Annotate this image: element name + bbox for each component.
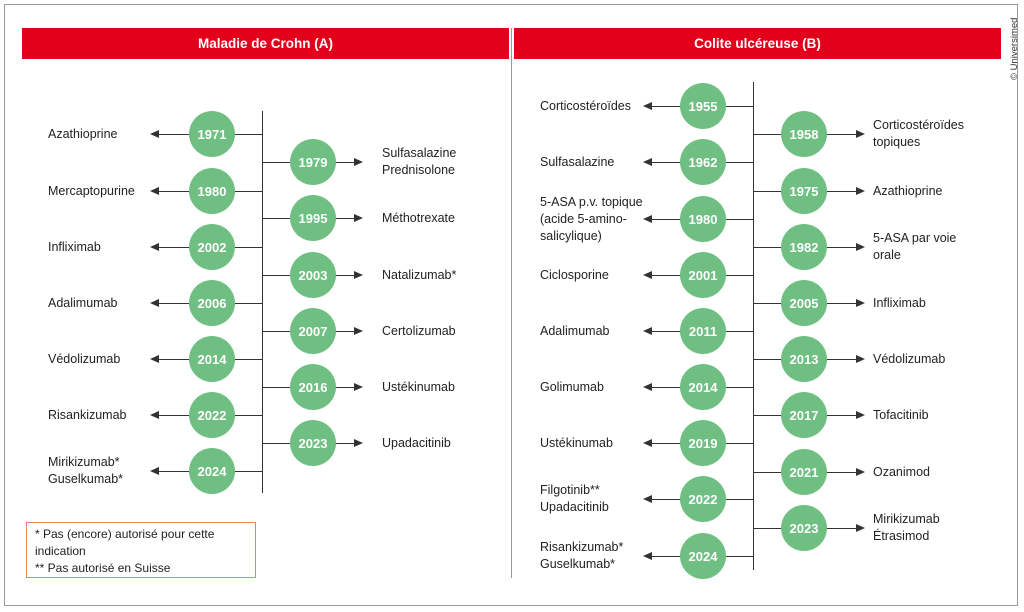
panel_b-drug-label: 5-ASA par voie orale: [873, 231, 957, 262]
arrow-right-icon: [354, 327, 363, 335]
panel_b-drug-label: 5-ASA p.v. topique (acide 5-amino- salicylique): [540, 194, 643, 243]
panel_b-drug-label: Ozanimod: [873, 464, 930, 479]
panel_a-drug-label: Mirikizumab* Guselkumab*: [48, 455, 124, 486]
arrow-left-icon: [643, 383, 652, 391]
panel_a-year-node: 2023: [290, 420, 336, 466]
panel-b-title: Colite ulcéreuse (B): [694, 36, 821, 51]
arrow-left-icon: [643, 215, 652, 223]
panel_b-year-node: 2021: [781, 449, 827, 495]
panel_a-drug-label: Mercaptopurine: [48, 183, 135, 198]
arrow-left-icon: [643, 552, 652, 560]
panel_b-drug-label: Corticostéroïdes topiques: [873, 118, 965, 149]
panel_a-year-node: 2016: [290, 364, 336, 410]
panel_b-year-node: 1980: [680, 196, 726, 242]
legend-box: [26, 522, 256, 578]
arrow-right-icon: [856, 468, 865, 476]
arrow-left-icon: [150, 243, 159, 251]
panel_b-drug-label: Védolizumab: [873, 351, 946, 366]
panel-b-header: [514, 28, 1001, 59]
panel_a-year-node: 2006: [189, 280, 235, 326]
panel_a-axis: [262, 111, 263, 493]
panel_a-drug-label: Natalizumab*: [382, 267, 457, 282]
panel_a-year-node: 1995: [290, 195, 336, 241]
arrow-left-icon: [643, 102, 652, 110]
panel_b-year-node: 2013: [781, 336, 827, 382]
panel_b-year-node: 2011: [680, 308, 726, 354]
panel_a-year-node: 2003: [290, 252, 336, 298]
arrow-right-icon: [856, 130, 865, 138]
panel_a-drug-label: Risankizumab: [48, 407, 127, 422]
arrow-left-icon: [643, 439, 652, 447]
panel_b-year-node: 2024: [680, 533, 726, 579]
panel_b-drug-label: Risankizumab* Guselkumab*: [540, 540, 624, 571]
arrow-left-icon: [643, 327, 652, 335]
arrow-left-icon: [150, 130, 159, 138]
panel_a-drug-label: Certolizumab: [382, 323, 456, 338]
panel_b-year-node: 2014: [680, 364, 726, 410]
panel_a-year-node: 2007: [290, 308, 336, 354]
arrow-left-icon: [150, 411, 159, 419]
panel_b-drug-label: Tofacitinib: [873, 407, 929, 422]
panel_a-year-node: 1971: [189, 111, 235, 157]
arrow-right-icon: [856, 411, 865, 419]
arrow-left-icon: [150, 299, 159, 307]
panel_b-year-node: 2001: [680, 252, 726, 298]
arrow-right-icon: [354, 439, 363, 447]
panel_b-drug-label: Ciclosporine: [540, 267, 609, 282]
legend-note-not-yet-authorized: * Pas (encore) autorisé pour cette indication: [35, 527, 215, 558]
panel_a-drug-label: Méthotrexate: [382, 210, 455, 225]
panel-a-header: [22, 28, 509, 59]
panel_b-year-node: 2022: [680, 476, 726, 522]
panel_b-drug-label: Ustékinumab: [540, 435, 613, 450]
panel_b-drug-label: Corticostéroïdes: [540, 98, 632, 113]
arrow-right-icon: [856, 187, 865, 195]
arrow-right-icon: [354, 158, 363, 166]
panel_b-year-node: 2023: [781, 505, 827, 551]
arrow-left-icon: [150, 467, 159, 475]
panel_b-year-node: 2017: [781, 392, 827, 438]
panel_b-drug-label: Adalimumab: [540, 323, 610, 338]
copyright-credit: © Universimed: [1009, 17, 1020, 80]
panel_a-drug-label: Sulfasalazine Prednisolone: [382, 146, 457, 177]
panel_a-year-node: 1980: [189, 168, 235, 214]
arrow-left-icon: [150, 355, 159, 363]
panel_a-year-node: 2014: [189, 336, 235, 382]
panel-divider: [511, 28, 512, 578]
panel_b-drug-label: Filgotinib** Upadacitinib: [540, 483, 609, 514]
panel_b-drug-label: Infliximab: [873, 295, 926, 310]
panel_a-drug-label: Infliximab: [48, 239, 101, 254]
panel_a-drug-label: Ustékinumab: [382, 379, 455, 394]
panel_b-year-node: 1962: [680, 139, 726, 185]
panel_b-drug-label: Mirikizumab Étrasimod: [873, 512, 940, 543]
panel_a-year-node: 2024: [189, 448, 235, 494]
arrow-right-icon: [856, 243, 865, 251]
panel_a-drug-label: Upadacitinib: [382, 435, 451, 450]
panel_b-drug-label: Azathioprine: [873, 183, 943, 198]
panel_b-year-node: 1955: [680, 83, 726, 129]
panel_b-axis: [753, 82, 754, 570]
panel_a-year-node: 2002: [189, 224, 235, 270]
arrow-left-icon: [643, 271, 652, 279]
panel_a-year-node: 2022: [189, 392, 235, 438]
arrow-right-icon: [354, 214, 363, 222]
panel_b-year-node: 1982: [781, 224, 827, 270]
arrow-right-icon: [856, 355, 865, 363]
arrow-right-icon: [354, 383, 363, 391]
panel_b-drug-label: Sulfasalazine: [540, 154, 615, 169]
arrow-left-icon: [643, 158, 652, 166]
arrow-right-icon: [856, 524, 865, 532]
arrow-left-icon: [643, 495, 652, 503]
panel_b-drug-label: Golimumab: [540, 379, 604, 394]
panel_a-drug-label: Adalimumab: [48, 295, 118, 310]
arrow-right-icon: [856, 299, 865, 307]
panel_b-year-node: 2019: [680, 420, 726, 466]
panel_b-year-node: 1958: [781, 111, 827, 157]
panel_b-year-node: 2005: [781, 280, 827, 326]
arrow-left-icon: [150, 187, 159, 195]
panel_a-year-node: 1979: [290, 139, 336, 185]
panel-a-title: Maladie de Crohn (A): [197, 36, 333, 51]
panel_b-year-node: 1975: [781, 168, 827, 214]
panel_a-drug-label: Védolizumab: [48, 351, 121, 366]
panel_a-drug-label: Azathioprine: [48, 126, 118, 141]
arrow-right-icon: [354, 271, 363, 279]
legend-note-not-authorized-switzerland: ** Pas autorisé en Suisse: [35, 561, 171, 575]
